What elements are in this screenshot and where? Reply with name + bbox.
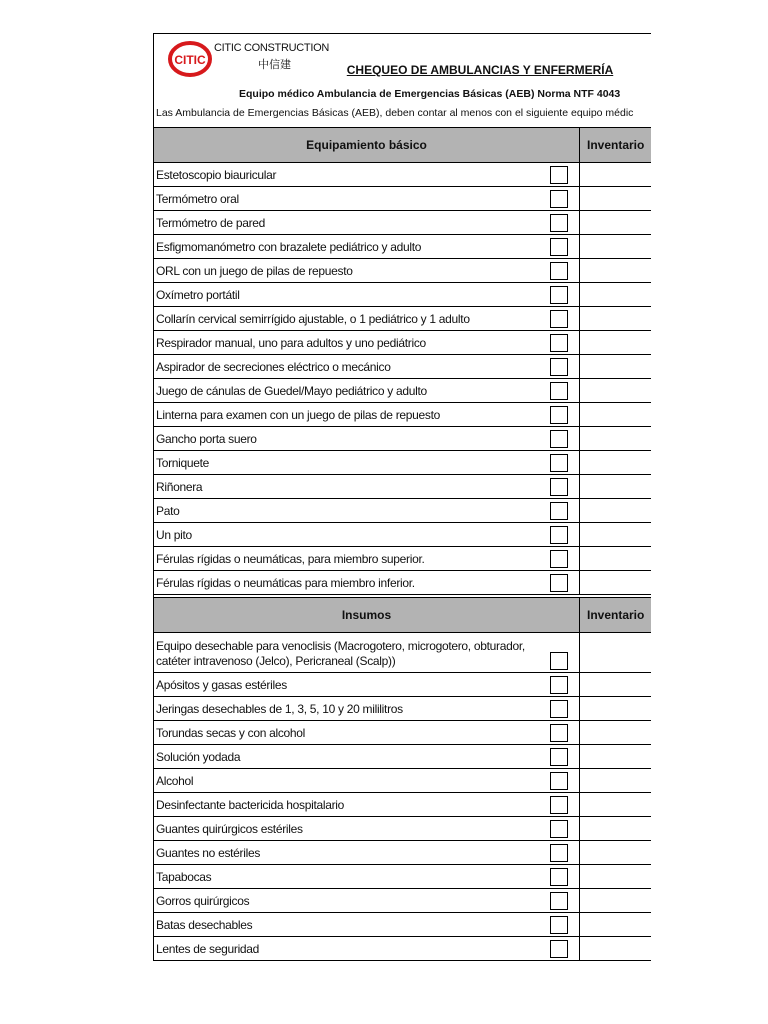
checklist-row	[154, 331, 651, 355]
inventory-cell[interactable]	[579, 163, 651, 186]
inventory-cell[interactable]	[579, 475, 651, 498]
item-checkbox[interactable]	[550, 940, 568, 958]
item-label: Termómetro de pared	[156, 216, 266, 230]
inventory-cell[interactable]	[579, 793, 651, 816]
inventory-column-header: Inventario	[579, 598, 651, 632]
inventory-cell[interactable]	[579, 499, 651, 522]
checklist-row	[154, 379, 651, 403]
checklist-row	[154, 937, 651, 961]
checklist-row	[154, 475, 651, 499]
checklist-row	[154, 769, 651, 793]
item-label: Respirador manual, uno para adultos y uno pediátrico	[156, 336, 426, 350]
brand-name: CITIC CONSTRUCTION	[214, 42, 329, 54]
item-label: Riñonera	[156, 480, 203, 494]
item-checkbox[interactable]	[550, 166, 568, 184]
item-label: Solución yodada	[156, 750, 241, 764]
checklist-row	[154, 633, 651, 673]
checklist-row	[154, 451, 651, 475]
item-checkbox[interactable]	[550, 478, 568, 496]
item-checkbox[interactable]	[550, 676, 568, 694]
checklist-row	[154, 187, 651, 211]
item-checkbox[interactable]	[550, 310, 568, 328]
checklist-row	[154, 865, 651, 889]
section-title: Equipamiento básico	[306, 138, 427, 152]
item-checkbox[interactable]	[550, 892, 568, 910]
item-checkbox[interactable]	[550, 334, 568, 352]
item-label: Oxímetro portátil	[156, 288, 240, 302]
item-label: Termómetro oral	[156, 192, 239, 206]
item-label: Pato	[156, 504, 180, 518]
item-checkbox[interactable]	[550, 382, 568, 400]
checklist-row	[154, 673, 651, 697]
inventory-cell[interactable]	[579, 745, 651, 768]
inventory-cell[interactable]	[579, 769, 651, 792]
item-checkbox[interactable]	[550, 454, 568, 472]
section-title: Insumos	[341, 608, 392, 622]
checklist-row	[154, 355, 651, 379]
inventory-cell[interactable]	[579, 889, 651, 912]
inventory-cell[interactable]	[579, 211, 651, 234]
checklist-row	[154, 283, 651, 307]
item-checkbox[interactable]	[550, 214, 568, 232]
item-checkbox[interactable]	[550, 262, 568, 280]
item-checkbox[interactable]	[550, 844, 568, 862]
item-label: Alcohol	[156, 774, 194, 788]
item-checkbox[interactable]	[550, 358, 568, 376]
item-checkbox[interactable]	[550, 868, 568, 886]
inventory-cell[interactable]	[579, 403, 651, 426]
checklist-row	[154, 307, 651, 331]
item-label: Aspirador de secreciones eléctrico o mecánico	[156, 360, 391, 374]
checklist-row	[154, 889, 651, 913]
checklist-row	[154, 571, 651, 595]
item-checkbox[interactable]	[550, 916, 568, 934]
item-label: Tapabocas	[156, 870, 212, 884]
inventory-cell[interactable]	[579, 379, 651, 402]
item-label: Torniquete	[156, 456, 210, 470]
item-label: Gorros quirúrgicos	[156, 894, 250, 908]
section-header	[154, 597, 651, 633]
checklist-row	[154, 427, 651, 451]
item-label: Torundas secas y con alcohol	[156, 726, 306, 740]
inventory-cell[interactable]	[579, 633, 651, 672]
section-header	[154, 127, 651, 163]
item-label: Gancho porta suero	[156, 432, 257, 446]
checklist-row	[154, 211, 651, 235]
checklist-row	[154, 163, 651, 187]
item-checkbox[interactable]	[550, 700, 568, 718]
item-label: Equipo desechable para venoclisis (Macrogotero, microgotero, obturador, catéter intravenoso (Jelco), Pericraneal (Scalp))	[156, 639, 525, 668]
item-checkbox[interactable]	[550, 652, 568, 670]
inventory-cell[interactable]	[579, 547, 651, 570]
inventory-cell[interactable]	[579, 307, 651, 330]
item-checkbox[interactable]	[550, 190, 568, 208]
item-checkbox[interactable]	[550, 238, 568, 256]
inventory-cell[interactable]	[579, 259, 651, 282]
inventory-cell[interactable]	[579, 523, 651, 546]
item-label: Linterna para examen con un juego de pilas de repuesto	[156, 408, 441, 422]
item-checkbox[interactable]	[550, 550, 568, 568]
inventory-cell[interactable]	[579, 721, 651, 744]
item-label: Férulas rígidas o neumáticas para miembro inferior.	[156, 576, 415, 590]
checklist-row	[154, 913, 651, 937]
inventory-cell[interactable]	[579, 865, 651, 888]
inventory-cell[interactable]	[579, 841, 651, 864]
inventory-cell[interactable]	[579, 937, 651, 960]
item-label: Guantes quirúrgicos estériles	[156, 822, 303, 836]
checklist-row	[154, 259, 651, 283]
item-checkbox[interactable]	[550, 796, 568, 814]
item-checkbox[interactable]	[550, 574, 568, 592]
item-label: Lentes de seguridad	[156, 942, 260, 956]
item-label: Jeringas desechables de 1, 3, 5, 10 y 20 mililitros	[156, 702, 403, 716]
checklist-row	[154, 547, 651, 571]
inventory-cell[interactable]	[579, 331, 651, 354]
item-checkbox[interactable]	[550, 286, 568, 304]
inventory-cell[interactable]	[579, 427, 651, 450]
item-checkbox[interactable]	[550, 772, 568, 790]
checklist-row	[154, 721, 651, 745]
item-checkbox[interactable]	[550, 406, 568, 424]
item-checkbox[interactable]	[550, 748, 568, 766]
svg-text:CITIC: CITIC	[174, 53, 206, 67]
item-label: Esfigmomanómetro con brazalete pediátrico y adulto	[156, 240, 422, 254]
inventory-cell[interactable]	[579, 571, 651, 594]
item-checkbox[interactable]	[550, 820, 568, 838]
inventory-cell[interactable]	[579, 673, 651, 696]
item-label: Collarín cervical semirrígido ajustable, o 1 pediátrico y 1 adulto	[156, 312, 470, 326]
checklist-row	[154, 817, 651, 841]
item-label: Batas desechables	[156, 918, 253, 932]
inventory-cell[interactable]	[579, 235, 651, 258]
item-label: Un pito	[156, 528, 192, 542]
checklist-row	[154, 235, 651, 259]
inventory-column-header: Inventario	[579, 128, 651, 162]
checklist-sheet	[153, 33, 651, 961]
item-label: Estetoscopio biauricular	[156, 168, 277, 182]
document-subtitle: Equipo médico Ambulancia de Emergencias Básicas (AEB) Norma NTF 4043	[239, 88, 621, 100]
checklist-row	[154, 499, 651, 523]
brand-name-chinese: 中信建	[258, 59, 291, 71]
inventory-cell[interactable]	[579, 913, 651, 936]
item-checkbox[interactable]	[550, 430, 568, 448]
checklist-row	[154, 523, 651, 547]
item-label: Férulas rígidas o neumáticas, para miembro superior.	[156, 552, 425, 566]
item-label: Guantes no estériles	[156, 846, 261, 860]
item-label: Juego de cánulas de Guedel/Mayo pediátrico y adulto	[156, 384, 427, 398]
checklist-row	[154, 793, 651, 817]
checklist-row	[154, 745, 651, 769]
checklist-row	[154, 697, 651, 721]
item-label: ORL con un juego de pilas de repuesto	[156, 264, 353, 278]
checklist-row	[154, 841, 651, 865]
intro-text: Las Ambulancia de Emergencias Básicas (AEB), deben contar al menos con el siguiente equipo médic	[156, 107, 634, 119]
inventory-cell[interactable]	[579, 187, 651, 210]
document-title: CHEQUEO DE AMBULANCIAS Y ENFERMERÍA	[346, 63, 614, 77]
inventory-cell[interactable]	[579, 283, 651, 306]
inventory-cell[interactable]	[579, 451, 651, 474]
inventory-cell[interactable]	[579, 817, 651, 840]
item-label: Desinfectante bactericida hospitalario	[156, 798, 345, 812]
item-checkbox[interactable]	[550, 724, 568, 742]
item-label: Apósitos y gasas estériles	[156, 678, 287, 692]
item-checkbox[interactable]	[550, 526, 568, 544]
checklist-row	[154, 403, 651, 427]
inventory-cell[interactable]	[579, 697, 651, 720]
inventory-cell[interactable]	[579, 355, 651, 378]
item-checkbox[interactable]	[550, 502, 568, 520]
